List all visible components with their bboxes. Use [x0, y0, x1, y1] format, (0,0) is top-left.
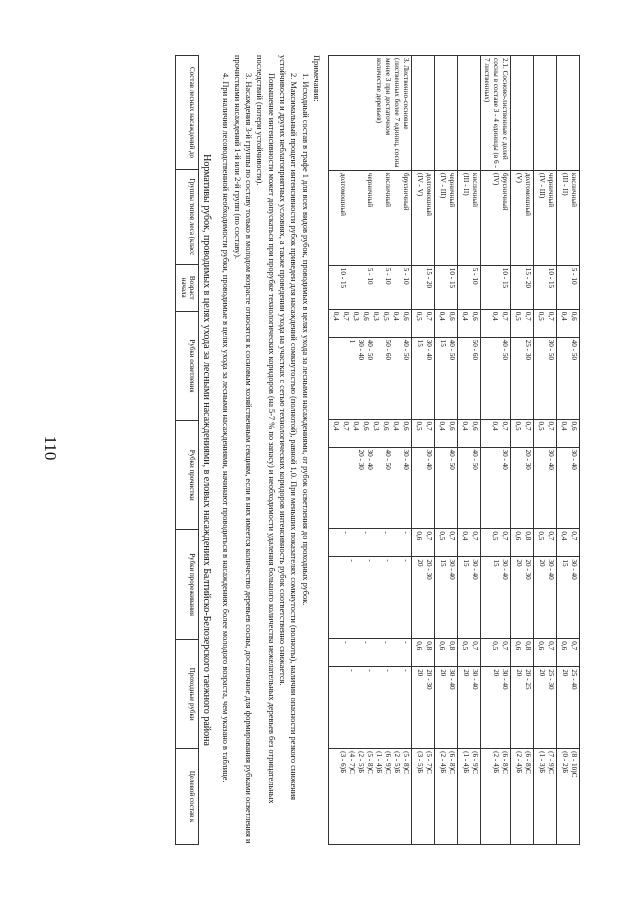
- intensity-value: [330, 531, 340, 554]
- intensity-value: -: [382, 531, 390, 534]
- int4-cell: [412, 639, 435, 667]
- int1-cell: [435, 309, 458, 337]
- target-composition-cell: (6 - 9)С (1 - 4)Б: [458, 749, 481, 845]
- table-row: [412, 56, 435, 845]
- forest-type-cell: долгомошный (IV - V): [412, 170, 435, 265]
- norms-table-title: Нормативы рубок, проводимых в целях ухода за лесными насаждениями, в еловых насаждениях Балтийско-Белозерского таежного района: [200, 154, 212, 746]
- int3-range-cell: 30 - 40 15: [557, 557, 580, 639]
- table-row: [481, 56, 511, 845]
- intensity-value: 0,7: [547, 311, 555, 321]
- age-cell: 10 - 15: [435, 265, 458, 309]
- intensity-value: 0,6: [438, 641, 446, 651]
- int2-cell: [458, 419, 481, 447]
- int1-cell: [481, 309, 511, 337]
- int1-range-cell: 40 - 50 15: [435, 337, 458, 419]
- intensity-value: 0,4: [461, 421, 469, 431]
- group-cell: [412, 56, 435, 171]
- intensity-value: -: [342, 641, 350, 644]
- intensity-value: 0,7: [501, 311, 509, 321]
- int4-cell: [481, 639, 511, 667]
- intensity-value: 0,6: [415, 531, 423, 541]
- intensity-value: 0,7: [471, 531, 479, 541]
- intensity-value: -: [402, 531, 410, 534]
- int1-range-cell: 40 - 50: [557, 337, 580, 419]
- int3-cell: [435, 529, 458, 557]
- intensity-value: -: [382, 641, 390, 644]
- intensity-value: -: [362, 641, 370, 644]
- landscape-content: [60, 50, 580, 850]
- intensity-value: 0,3: [352, 311, 360, 321]
- int2-range-cell: 30 - 40: [534, 447, 557, 529]
- note-item: 1. Исходный состав в графе 1 для всех видов рубок, проводимых в целях ухода за лесными насаждениями, от рубок осветления до проходных рубок.: [300, 73, 310, 606]
- intensity-value: 0,5: [461, 641, 469, 651]
- group-cell: 3. Лиственно-сосновые (лиственных более 7 единиц, сосны менее 3 при достаточном количестве деревьев): [329, 56, 412, 171]
- int1-cell: [458, 309, 481, 337]
- intensity-value: 0,4: [438, 421, 446, 431]
- int1-range-cell: 50 - 60: [458, 337, 481, 419]
- intensity-value: 0,6: [382, 421, 390, 431]
- int2-range-cell: 30 - 40: [412, 447, 435, 529]
- intensity-value: 0,3: [372, 311, 380, 321]
- intensity-value: 0,6: [448, 311, 456, 321]
- forest-type-cell: кисличный (III - II): [458, 170, 481, 265]
- intensity-value: -: [362, 531, 370, 534]
- intensity-value: 0,6: [514, 641, 522, 651]
- table-row: [511, 56, 534, 845]
- age-cell: 10 - 15: [481, 265, 511, 309]
- int2-range-cell: 30 - 40 40 - 50 30 - 40 20 - 30: [329, 447, 412, 529]
- int2-cell: [481, 419, 511, 447]
- intensity-value: 0,6: [415, 641, 423, 651]
- intensity-value: 0,7: [547, 421, 555, 431]
- intensity-value: 0,5: [382, 311, 390, 321]
- int2-range-cell: 20 - 30: [511, 447, 534, 529]
- int2-cell: [329, 419, 412, 447]
- intensity-value: 0,5: [514, 311, 522, 321]
- intensity-value: -: [342, 531, 350, 534]
- target-composition-cell: (5 - 7)С (3 - 5)Б: [412, 749, 435, 845]
- int3-cell: [412, 529, 435, 557]
- intensity-value: 0,6: [362, 421, 370, 431]
- intensity-value: [350, 531, 360, 554]
- intensity-value: 0,6: [514, 531, 522, 541]
- int1-cell: [534, 309, 557, 337]
- age-cell: 10 - 15: [534, 265, 557, 309]
- intensity-value: 0,4: [352, 421, 360, 431]
- int1-cell: [412, 309, 435, 337]
- intensity-value: [350, 641, 360, 664]
- target-composition-cell: (5 - 8)С (2 - 5)Б (6 - 9)С (1 - 4)Б (5 - 8)С (2 - 5)Б (4 - 7)С (3 - 6)Б: [329, 749, 412, 845]
- int4-cell: [557, 639, 580, 667]
- intensity-value: 0,4: [461, 311, 469, 321]
- note-item: 3. Насаждения 3-й группы по составу только в молодом возрасте относятся к сосновым хозяйственным секциям, если в них имеется количество деревьев сосны, достаточное для формирования рубками осветления и прочистками насаждений 1-й или 2-й групп (по составу).: [232, 55, 253, 844]
- intensity-value: 0,4: [560, 531, 568, 541]
- int4-range-cell: 20 - 30 20: [412, 667, 435, 749]
- intensity-value: 0,5: [537, 421, 545, 431]
- int3-cell: [481, 529, 511, 557]
- intensity-value: 0,5: [415, 311, 423, 321]
- int3-range-cell: 20 - 30 20: [412, 557, 435, 639]
- int3-range-cell: - - - -: [329, 557, 412, 639]
- intensity-value: [390, 641, 400, 664]
- target-composition-cell: (6 - 8)С (2 - 4)Б: [511, 749, 534, 845]
- int3-range-cell: 30 - 40 15: [435, 557, 458, 639]
- int3-range-cell: 30 - 40 15: [458, 557, 481, 639]
- header-cell: Группы типов леса (класс: [175, 170, 198, 265]
- intensity-value: 0,8: [524, 641, 532, 651]
- intensity-value: 0,4: [392, 421, 400, 431]
- intensity-value: 0,8: [448, 641, 456, 651]
- int4-range-cell: 30 - 40 20: [458, 667, 481, 749]
- age-cell: 15 - 20: [511, 265, 534, 309]
- notes-section: [220, 55, 322, 845]
- intensity-value: [330, 641, 340, 664]
- header-cell: Рубки прореживания: [175, 530, 198, 640]
- intensity-value: 0,5: [491, 641, 499, 651]
- group-cell: [534, 56, 557, 171]
- target-composition-cell: (6 - 8)С (2 - 4)Б: [481, 749, 511, 845]
- int1-cell: [511, 309, 534, 337]
- intensity-value: 0,4: [560, 421, 568, 431]
- int4-cell: [511, 639, 534, 667]
- forest-type-cell: долгомошный (V): [511, 170, 534, 265]
- int1-range-cell: 40 - 50 50 - 60 40 - 50 30 - 40 1: [329, 337, 412, 419]
- target-composition-cell: (8 - 10)С (0 - 2)Б: [557, 749, 580, 845]
- int2-range-cell: 30 - 40: [481, 447, 511, 529]
- int2-cell: [412, 419, 435, 447]
- intensity-value: 0,6: [402, 311, 410, 321]
- intensity-value: 0,7: [425, 421, 433, 431]
- int4-range-cell: 25 - 30 20: [534, 667, 557, 749]
- int1-range-cell: 40 - 50: [481, 337, 511, 419]
- note-item: Повышение интенсивности может допускаться при прорубке технологических коридоров (на 5-7 % по запасу) и необходимости удаления большого количества нежелательных деревьев без отрицательных последствий (потери устойчивости).: [255, 55, 276, 804]
- int2-cell: [435, 419, 458, 447]
- intensity-value: 0,4: [491, 311, 499, 321]
- rotated-sheet: [60, 50, 580, 850]
- int3-cell: [458, 529, 481, 557]
- header-cell: Проходные рубки: [175, 640, 198, 749]
- intensity-value: 0,5: [438, 531, 446, 541]
- intensity-value: 0,4: [461, 531, 469, 541]
- int4-range-cell: 20 - 25 20: [511, 667, 534, 749]
- int1-range-cell: 25 - 30: [511, 337, 534, 419]
- intensity-value: 0,7: [570, 531, 578, 541]
- group-cell: [458, 56, 481, 171]
- intensity-value: 0,4: [438, 311, 446, 321]
- page-number: 110: [41, 435, 60, 461]
- intensity-value: 0,3: [372, 421, 380, 431]
- int3-range-cell: 30 - 40 15: [481, 557, 511, 639]
- int2-range-cell: 40 - 50: [435, 447, 458, 529]
- int4-range-cell: 30 - 40 20: [435, 667, 458, 749]
- intensity-value: 0,4: [332, 311, 340, 321]
- int4-cell: [458, 639, 481, 667]
- intensity-value: 0,7: [425, 311, 433, 321]
- intensity-value: 0,4: [491, 421, 499, 431]
- int3-cell: [511, 529, 534, 557]
- spruce-norms-header: [175, 55, 199, 845]
- intensity-value: 0,4: [332, 421, 340, 431]
- intensity-value: 0,7: [501, 421, 509, 431]
- int2-cell: [511, 419, 534, 447]
- int2-cell: [534, 419, 557, 447]
- intensity-value: 0,5: [514, 421, 522, 431]
- int3-cell: [329, 529, 412, 557]
- int3-cell: [557, 529, 580, 557]
- note-item: 4. При наличии лесоводственной необходимости рубки, проводимые в целях ухода за лесными насаждениями, начинают проводиться в насаждениях более молодого возраста, чем указано в таблице.: [221, 73, 231, 783]
- intensity-value: 0,6: [448, 421, 456, 431]
- table-row: [534, 56, 557, 845]
- intensity-value: 0,7: [342, 311, 350, 321]
- group-cell: [511, 56, 534, 171]
- intensity-value: 0,7: [342, 421, 350, 431]
- table-row: [458, 56, 481, 845]
- forest-type-cell: кисличный (III - II): [557, 170, 580, 265]
- int4-cell: [534, 639, 557, 667]
- intensity-value: 0,7: [547, 531, 555, 541]
- intensity-value: 0,8: [425, 641, 433, 651]
- intensity-value: 0,7: [501, 641, 509, 651]
- int1-cell: [329, 309, 412, 337]
- age-cell: 5 - 10 5 - 10 5 - 10 10 - 15: [329, 265, 412, 309]
- int2-range-cell: 30 - 40: [557, 447, 580, 529]
- intensity-value: 0,6: [402, 421, 410, 431]
- intensity-value: 0,7: [524, 421, 532, 431]
- forest-type-cell: брусничный (IV): [481, 170, 511, 265]
- forest-type-cell: черничный (IV - III): [435, 170, 458, 265]
- intensity-value: 0,6: [537, 641, 545, 651]
- int4-cell: [435, 639, 458, 667]
- intensity-value: 0,6: [362, 311, 370, 321]
- forest-type-cell: брусничный кисличный черничный долгомошный: [329, 170, 412, 265]
- age-cell: 15 - 20: [412, 265, 435, 309]
- intensity-value: -: [402, 641, 410, 644]
- norms-table: [328, 55, 580, 845]
- age-cell: 5 - 10: [458, 265, 481, 309]
- header-cell: Возраст начала: [175, 264, 198, 311]
- intensity-value: [370, 641, 380, 664]
- intensity-value: 0,7: [471, 641, 479, 651]
- table-row: [435, 56, 458, 845]
- intensity-value: 0,4: [392, 311, 400, 321]
- table-row: [557, 56, 580, 845]
- int1-range-cell: 30 - 50: [534, 337, 557, 419]
- intensity-value: 0,7: [501, 531, 509, 541]
- intensity-value: 0,7: [547, 641, 555, 651]
- intensity-value: 0,5: [491, 531, 499, 541]
- intensity-value: 0,5: [537, 311, 545, 321]
- int4-range-cell: 30 - 40 20: [481, 667, 511, 749]
- intensity-value: 0,6: [560, 641, 568, 651]
- intensity-value: 0,6: [570, 311, 578, 321]
- int2-range-cell: 40 - 50: [458, 447, 481, 529]
- int3-cell: [534, 529, 557, 557]
- target-composition-cell: (6 - 8)С (2 - 4)Б: [435, 749, 458, 845]
- intensity-value: 0,6: [471, 311, 479, 321]
- group-cell: [435, 56, 458, 171]
- intensity-value: 0,8: [524, 531, 532, 541]
- intensity-value: 0,7: [570, 641, 578, 651]
- intensity-value: 0,7: [425, 531, 433, 541]
- forest-type-cell: черничный (IV - III): [534, 170, 557, 265]
- int3-range-cell: 20 - 30 20: [511, 557, 534, 639]
- intensity-value: 0,5: [415, 421, 423, 431]
- intensity-value: [370, 531, 380, 554]
- intensity-value: 0,5: [537, 531, 545, 541]
- header-cell: Рубки прочистки: [175, 421, 198, 530]
- int3-range-cell: 30 - 40 20: [534, 557, 557, 639]
- int1-range-cell: 30 - 40 15: [412, 337, 435, 419]
- intensity-value: 0,6: [471, 421, 479, 431]
- group-cell: 2.1. Сосново-лиственные с долей сосны в составе 3 - 4 единицы (в 6 - 7 лиственных): [481, 56, 511, 171]
- intensity-value: 0,4: [560, 311, 568, 321]
- int4-range-cell: 25 - 40 20: [557, 667, 580, 749]
- header-cell: Состав лесных насаждений до: [175, 56, 198, 170]
- note-item: 2. Максимальный процент интенсивности рубок приведен для насаждений сомкнутостью (полнотой), равной 1,0. При меньших показателях сомкнутости (полноты), наличии опасности резкого снижения устойчивости и других неблагоприятных условиях, а также проведении ухода на участках с сетью технологических коридоров интенсивность рубок соответственно снижается.: [277, 55, 299, 801]
- table-row: [329, 56, 412, 845]
- int4-range-cell: - - - -: [329, 667, 412, 749]
- intensity-value: 0,7: [524, 311, 532, 321]
- int4-cell: [329, 639, 412, 667]
- header-cell: Рубки осветления: [175, 311, 198, 420]
- age-cell: 5 - 10: [557, 265, 580, 309]
- intensity-value: 0,6: [570, 421, 578, 431]
- int2-cell: [557, 419, 580, 447]
- group-cell: [557, 56, 580, 171]
- intensity-value: 0,7: [448, 531, 456, 541]
- notes-heading: Примечания:: [312, 55, 321, 102]
- header-cell: Целевой состав к: [175, 749, 198, 845]
- intensity-value: [390, 531, 400, 554]
- int1-cell: [557, 309, 580, 337]
- target-composition-cell: (7 - 9)С (1 - 3)Б: [534, 749, 557, 845]
